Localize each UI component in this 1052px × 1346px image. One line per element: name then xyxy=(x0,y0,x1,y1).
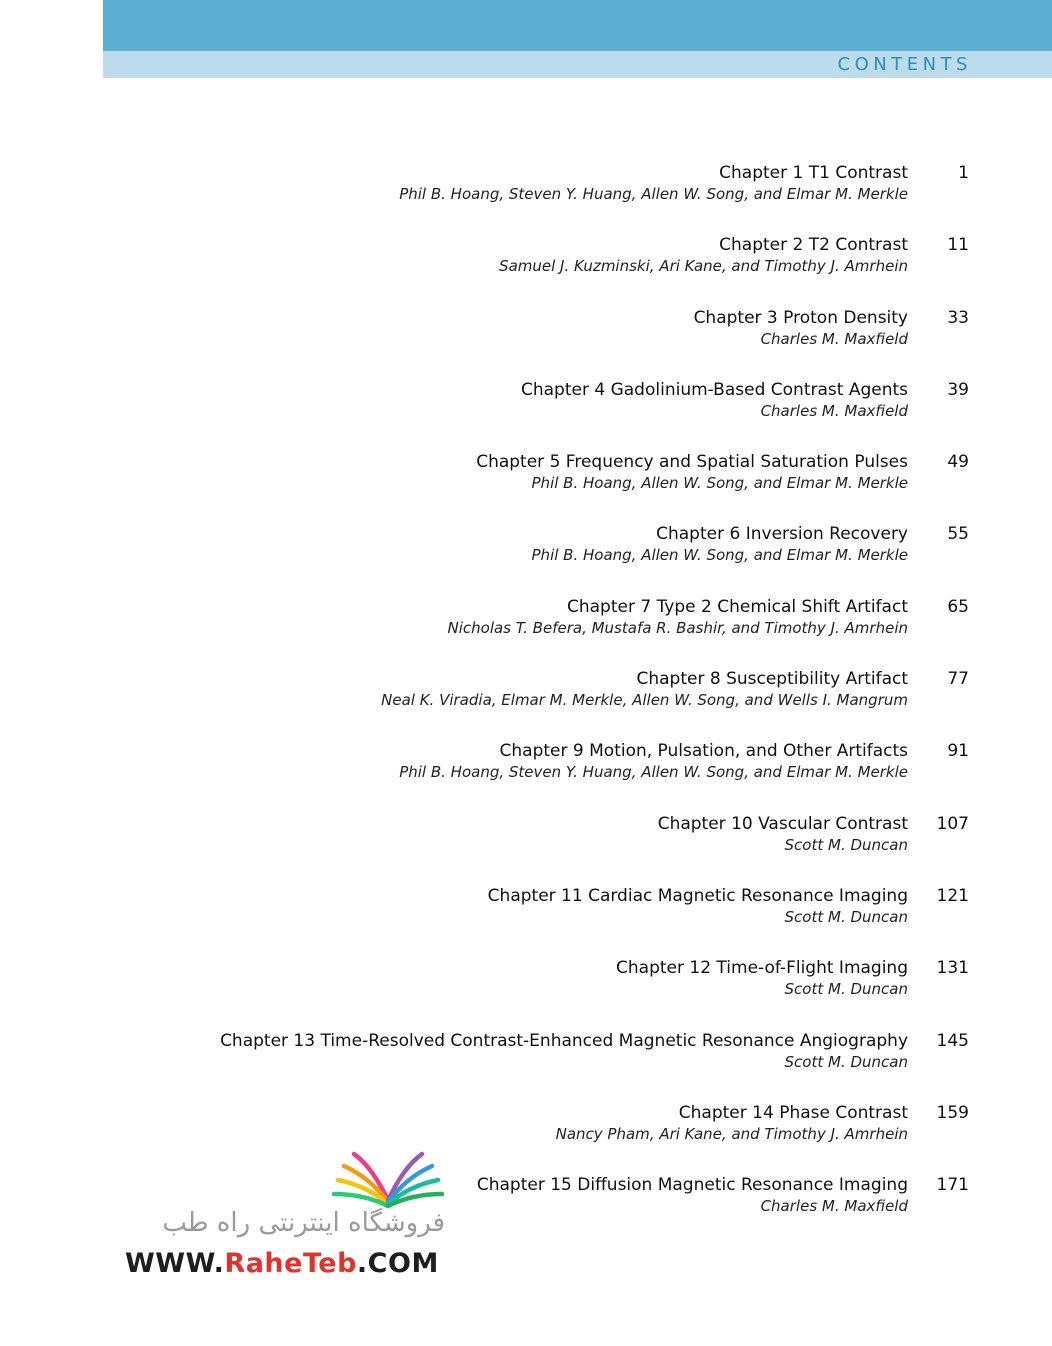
header-band xyxy=(103,0,1052,51)
chapter-page-number: 49 xyxy=(947,452,969,473)
chapter-authors: Phil B. Hoang, Allen W. Song, and Elmar M. Merkle xyxy=(531,474,908,493)
toc-entry xyxy=(0,520,1052,592)
open-book-rainbow-logo-icon xyxy=(332,1150,444,1212)
chapter-page-number: 11 xyxy=(947,235,969,256)
chapter-title: Chapter 1 T1 Contrast xyxy=(719,163,908,183)
chapter-title: Chapter 5 Frequency and Spatial Saturation Pulses xyxy=(476,452,908,473)
chapter-authors: Samuel J. Kuzminski, Ari Kane, and Timothy J. Amrhein xyxy=(499,257,908,276)
chapter-title: Chapter 7 Type 2 Chemical Shift Artifact xyxy=(566,596,908,617)
chapter-title: Chapter 10 Vascular Contrast xyxy=(657,813,908,834)
chapter-title: Chapter 12 Time-of-Flight Imaging xyxy=(616,958,908,979)
chapter-page-number: 131 xyxy=(936,958,969,979)
chapter-title: Chapter 8 Susceptibility Artifact xyxy=(636,669,908,690)
chapter-title: Chapter 11 Cardiac Magnetic Resonance Imaging xyxy=(487,885,908,906)
chapter-authors: Scott M. Duncan xyxy=(784,980,908,999)
chapter-page-number: 159 xyxy=(936,1102,969,1123)
toc-entry xyxy=(0,304,1052,376)
watermark-url-prefix: WWW. xyxy=(125,1248,225,1279)
chapter-title: Chapter 2 T2 Contrast xyxy=(719,235,908,256)
chapter-page-number: 33 xyxy=(947,307,969,328)
chapter-authors: Charles M. Maxfield xyxy=(760,401,908,420)
toc-entry xyxy=(0,810,1052,882)
chapter-authors: Nancy Pham, Ari Kane, and Timothy J. Amrhein xyxy=(555,1124,908,1143)
chapter-page-number: 65 xyxy=(947,596,969,617)
toc-entry xyxy=(0,159,1052,231)
chapter-authors: Charles M. Maxfield xyxy=(760,1197,908,1216)
chapter-title: Chapter 13 Time-Resolved Contrast-Enhanced Magnetic Resonance Angiography xyxy=(220,1030,908,1051)
chapter-page-number: 107 xyxy=(936,813,969,834)
toc-entry xyxy=(0,448,1052,520)
chapter-authors: Neal K. Viradia, Elmar M. Merkle, Allen W. Song, and Wells I. Mangrum xyxy=(381,691,908,710)
chapter-authors: Nicholas T. Befera, Mustafa R. Bashir, and Timothy J. Amrhein xyxy=(447,618,908,637)
chapter-page-number: 55 xyxy=(947,524,969,545)
chapter-authors: Phil B. Hoang, Allen W. Song, and Elmar M. Merkle xyxy=(531,546,908,565)
watermark-url xyxy=(125,1248,439,1280)
toc-entry xyxy=(0,593,1052,665)
chapter-page-number: 77 xyxy=(947,669,969,690)
watermark-persian-text: فروشگاه اینترنتی راه طب xyxy=(162,1208,445,1238)
chapter-title: Chapter 9 Motion, Pulsation, and Other Artifacts xyxy=(499,741,908,762)
chapter-title: Chapter 3 Proton Density xyxy=(693,307,908,328)
toc-entry xyxy=(0,954,1052,1026)
chapter-authors: Charles M. Maxfield xyxy=(760,329,908,348)
watermark-url-suffix: .COM xyxy=(356,1248,439,1279)
chapter-title: Chapter 4 Gadolinium-Based Contrast Agents xyxy=(521,379,908,400)
toc-entry xyxy=(0,1027,1052,1099)
toc-list xyxy=(0,159,1052,1243)
chapter-title: Chapter 6 Inversion Recovery xyxy=(656,524,908,545)
chapter-authors: Scott M. Duncan xyxy=(784,1052,908,1071)
watermark xyxy=(120,1150,460,1280)
page-title: CONTENTS xyxy=(837,54,972,75)
chapter-page-number: 171 xyxy=(936,1175,969,1196)
chapter-title: Chapter 15 Diffusion Magnetic Resonance Imaging xyxy=(476,1175,908,1196)
watermark-url-brand: RaheTeb xyxy=(224,1248,357,1279)
chapter-authors: Phil B. Hoang, Steven Y. Huang, Allen W. Song, and Elmar M. Merkle xyxy=(399,185,908,203)
toc-entry xyxy=(0,231,1052,303)
toc-entry xyxy=(0,737,1052,809)
chapter-page-number: 39 xyxy=(947,379,969,400)
chapter-authors: Scott M. Duncan xyxy=(784,835,908,854)
chapter-page-number: 145 xyxy=(936,1030,969,1051)
chapter-page-number: 121 xyxy=(936,885,969,906)
chapter-title: Chapter 14 Phase Contrast xyxy=(678,1102,908,1123)
toc-entry xyxy=(0,882,1052,954)
toc-entry xyxy=(0,665,1052,737)
toc-entry xyxy=(0,376,1052,448)
chapter-authors: Scott M. Duncan xyxy=(784,907,908,926)
chapter-page-number: 1 xyxy=(958,163,969,183)
chapter-authors: Phil B. Hoang, Steven Y. Huang, Allen W. Song, and Elmar M. Merkle xyxy=(399,763,908,782)
chapter-page-number: 91 xyxy=(947,741,969,762)
